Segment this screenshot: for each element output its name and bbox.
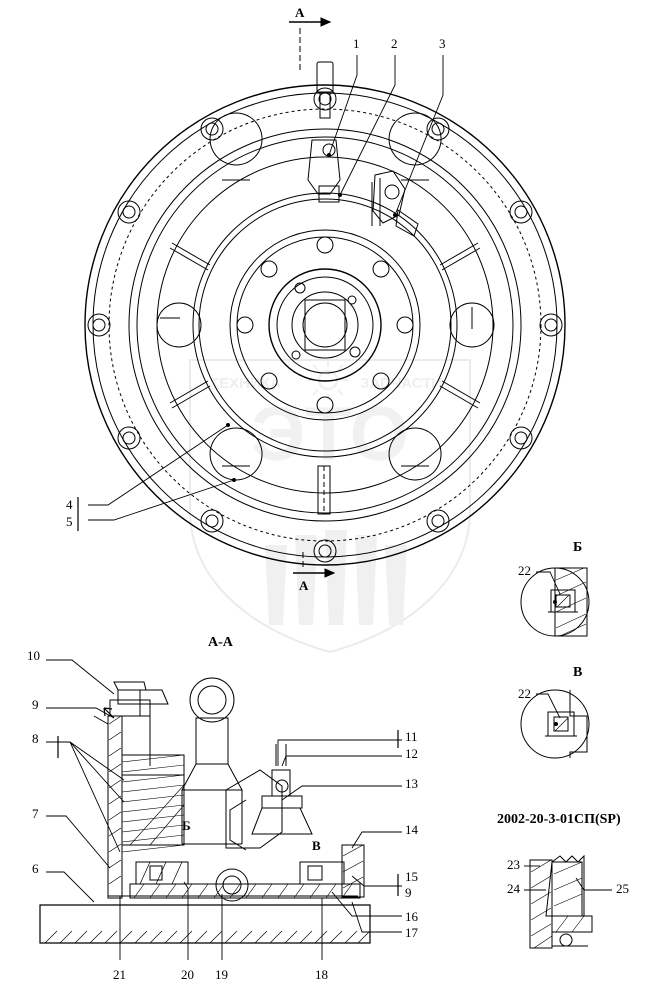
callout-3: 3 [439,36,446,51]
detail-sp [530,856,592,948]
callout-19: 19 [215,967,228,982]
callout-16: 16 [405,909,418,924]
callout-17: 17 [405,925,418,940]
detail-v [521,690,589,758]
callout-5: 5 [66,514,73,529]
callout-7: 7 [32,806,39,821]
callout-25: 25 [616,881,629,896]
callout-24: 24 [507,881,520,896]
callout-12: 12 [405,746,418,761]
callout-13: 13 [405,776,418,791]
part-code: 2002-20-3-01СП(SP) [497,812,621,827]
detail-label-v-inner: В [312,838,321,853]
hub-spline [303,300,347,350]
callout-4: 4 [66,497,73,512]
rim-bolt-bosses [88,88,562,562]
callout-20: 20 [181,967,194,982]
section-aa [40,678,370,943]
callout-1: 1 [353,36,360,51]
section-arrow-bottom [293,569,334,577]
callout-6: 6 [32,861,39,876]
callout-18: 18 [315,967,328,982]
callout-9-right: 9 [405,885,412,900]
detail-b [521,568,589,636]
detail-v-callout-22: 22 [518,686,531,701]
detail-title-b: Б [573,540,583,555]
section-mark-a-top: A [295,5,305,20]
inner-ring-holes [237,237,413,413]
detail-b-callout-22: 22 [518,563,531,578]
svg-text:ТЕХНИКА: ТЕХНИКА [210,375,281,392]
svg-text:ЭТО: ЭТО [251,392,409,477]
svg-text:ЗАПЧАСТИ: ЗАПЧАСТИ [360,375,443,392]
section-leaders [46,660,402,960]
pressure-plate [157,157,493,493]
callout-11: 11 [405,729,418,744]
section-mark-a-bottom: A [299,578,309,593]
callout-15: 15 [405,869,418,884]
callout-9-left: 9 [32,697,39,712]
callout-14: 14 [405,822,418,837]
callout-10: 10 [27,648,40,663]
detail-label-b-inner: Б [182,818,191,833]
cover-slots [170,243,480,408]
callout-8: 8 [32,731,39,746]
leaders-4-5 [88,425,234,520]
bottom-pin [318,466,330,514]
section-view-title: A-A [208,635,233,650]
detail-title-v: В [573,665,583,680]
callout-23: 23 [507,857,520,872]
callout-2: 2 [391,36,398,51]
callout-21: 21 [113,967,126,982]
